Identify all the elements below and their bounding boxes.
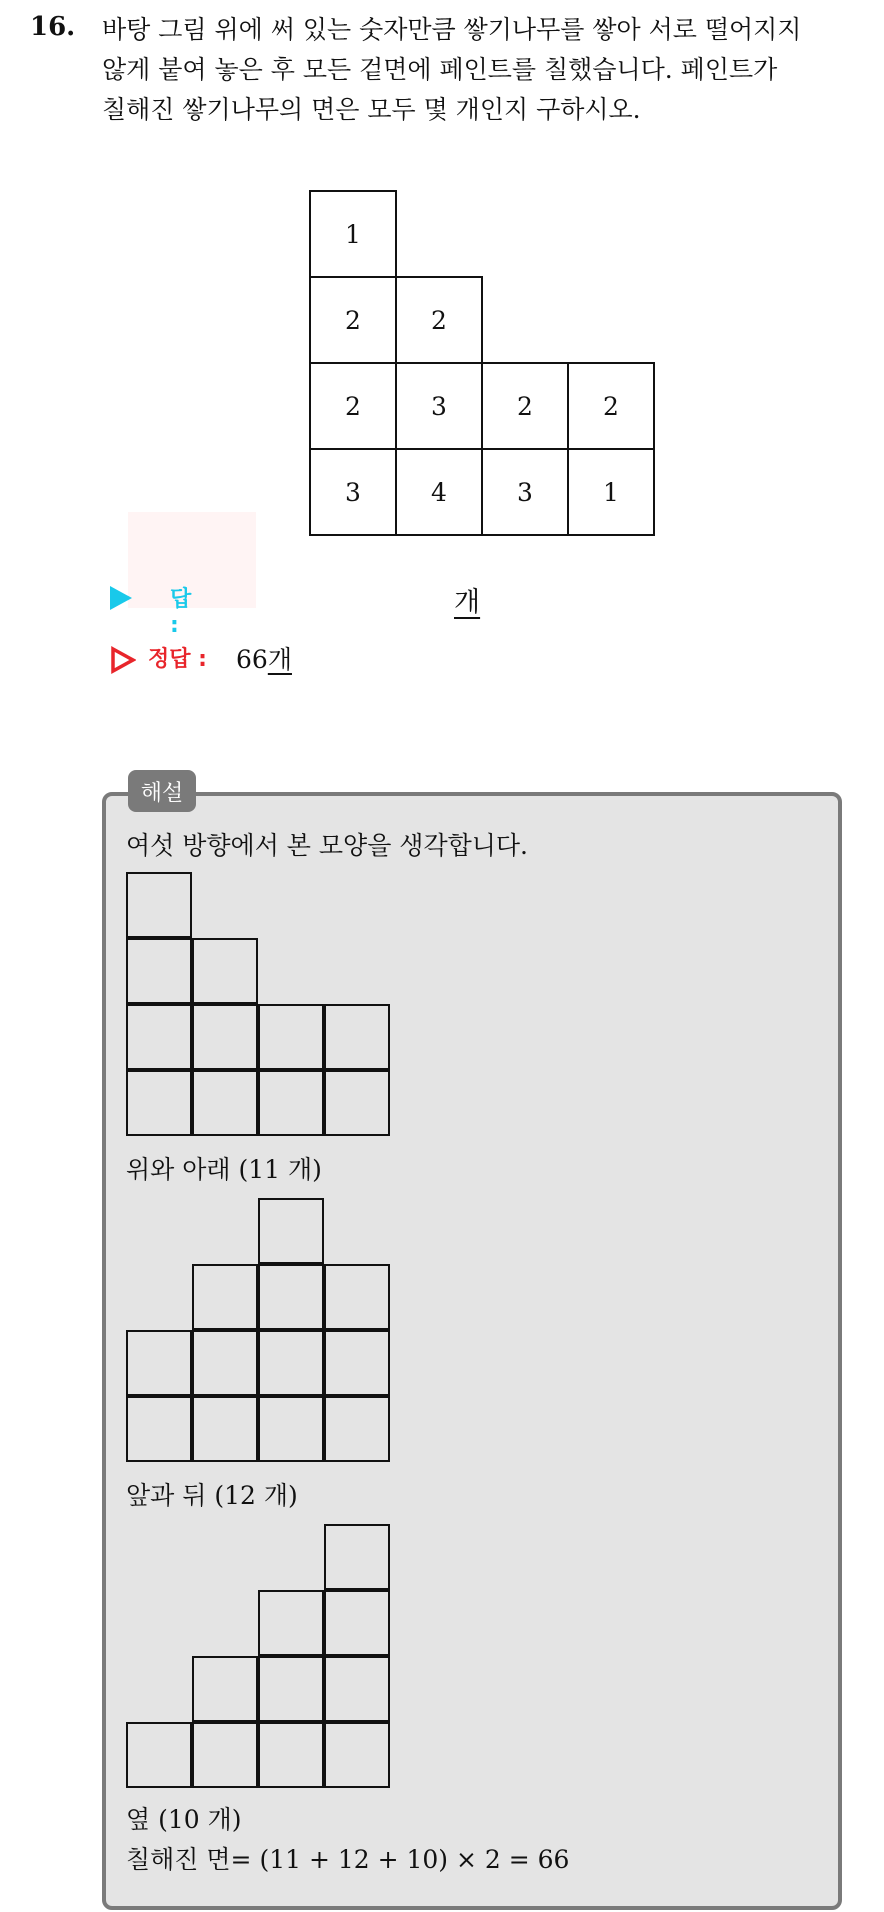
view-square [258,1330,324,1396]
outline-triangle-icon [110,646,136,674]
view-square [126,1004,192,1070]
view-square [192,1004,258,1070]
grid-cell: 2 [309,362,397,450]
view-square [258,1070,324,1136]
grid-cell: 3 [395,362,483,450]
view-square [324,1656,390,1722]
solution-tab: 해설 [128,770,196,812]
grid-cell: 2 [567,362,655,450]
view-caption: 위와 아래 (11 개) [126,1155,322,1184]
question-line: 않게 붙여 놓은 후 모든 겉면에 페인트를 칠했습니다. 페인트가 [102,55,778,84]
answer-unit: 개 [454,587,481,618]
view-square [126,938,192,1004]
view-caption: 옆 (10 개) [126,1805,242,1834]
grid-cell: 2 [309,276,397,364]
question-line: 칠해진 쌓기나무의 면은 모두 몇 개인지 구하시오. [102,95,641,124]
correct-value: 66 [236,645,268,674]
question-number: 16. [30,12,76,42]
view-square [324,1264,390,1330]
correct-unit: 개 [267,645,292,674]
view-square [192,1330,258,1396]
view-square [126,1330,192,1396]
view-square [258,1198,324,1264]
view-square [192,1722,258,1788]
view-square [192,1656,258,1722]
view-square [126,872,192,938]
view-square [126,1070,192,1136]
answer-label: 답 : [170,587,192,638]
view-square [258,1590,324,1656]
grid-cell: 3 [309,448,397,536]
solution-formula: 칠해진 면= (11 + 12 + 10) × 2 = 66 [126,1845,570,1874]
view-square [192,938,258,1004]
grid-cell: 1 [309,190,397,278]
view-square [324,1330,390,1396]
view-square [324,1722,390,1788]
correct-label: 정답 : [148,647,207,672]
question-line: 바탕 그림 위에 써 있는 숫자만큼 쌓기나무를 쌓아 서로 떨어지지 [102,15,802,44]
view-square [258,1396,324,1462]
view-square [192,1070,258,1136]
view-square [192,1396,258,1462]
view-square [258,1656,324,1722]
view-square [126,1396,192,1462]
play-triangle-icon [110,586,132,610]
view-square [126,1722,192,1788]
question-text [102,10,862,130]
grid-cell: 3 [481,448,569,536]
view-square [324,1524,390,1590]
view-square [258,1264,324,1330]
view-square [192,1264,258,1330]
view-square [324,1590,390,1656]
grid-cell: 2 [395,276,483,364]
view-square [258,1722,324,1788]
solution-intro: 여섯 방향에서 본 모양을 생각합니다. [126,831,528,860]
grid-cell: 2 [481,362,569,450]
view-square [324,1004,390,1070]
grid-cell: 4 [395,448,483,536]
grid-cell: 1 [567,448,655,536]
view-square [324,1396,390,1462]
view-square [324,1070,390,1136]
view-caption: 앞과 뒤 (12 개) [126,1481,298,1510]
background-smudge [128,512,256,608]
correct-value-wrap [236,640,292,676]
view-square [258,1004,324,1070]
